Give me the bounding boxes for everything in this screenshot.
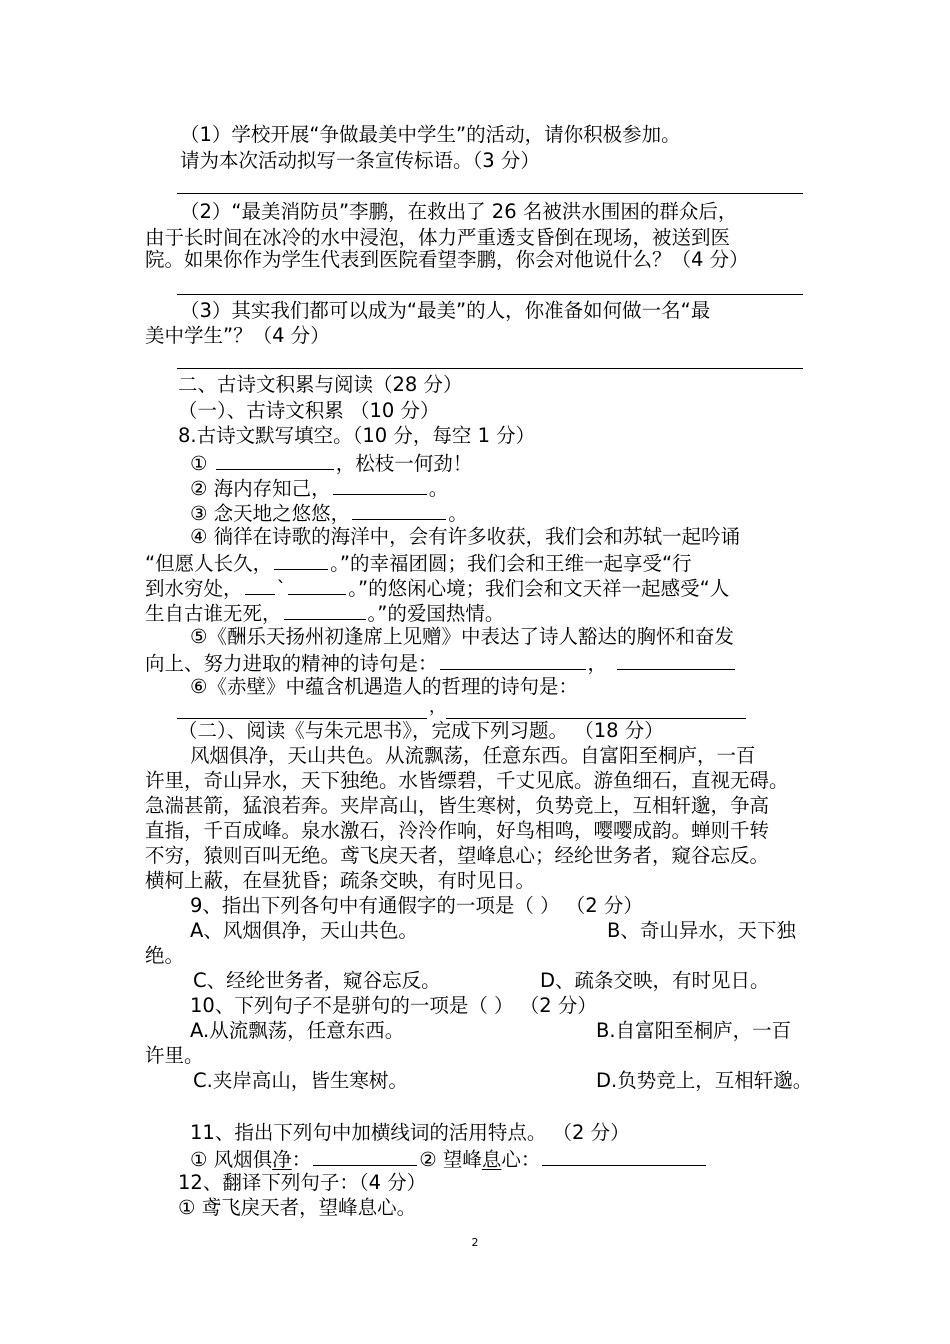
fill-item-5-line2: 向上、努力进取的精神的诗句是： ， bbox=[145, 649, 737, 675]
fill-blank[interactable] bbox=[284, 599, 366, 620]
q7-part2-line3: 院。如果你作为学生代表到医院看望李鹏，你会对他说什么？（4 分） bbox=[145, 248, 749, 271]
fill-blank[interactable] bbox=[352, 499, 446, 520]
fill-item-3: ③ 念天地之悠悠， 。 bbox=[190, 499, 468, 525]
answer-line[interactable] bbox=[177, 368, 803, 369]
passage-line: 风烟俱净，天山共色。从流飘荡，任意东西。自富阳至桐庐，一百 bbox=[190, 744, 756, 767]
fill-blank[interactable] bbox=[245, 574, 275, 595]
q7-part3-line2: 美中学生”？（4 分） bbox=[145, 324, 330, 347]
fill-item-4-line3: 到水穷处， ` 。”的悠闲心境；我们会和文天祥一起感受“人 bbox=[145, 574, 729, 600]
question-9-stem: 9、指出下列各句中有通假字的一项是（ ） （2 分） bbox=[190, 894, 643, 917]
section-title: 二、古诗文积累与阅读（28 分） bbox=[178, 373, 463, 396]
fill-blank[interactable] bbox=[333, 474, 427, 495]
passage-line: 不穷，猿则百叫无绝。鸢飞戾天者，望峰息心；经纶世务者，窥谷忘反。 bbox=[145, 844, 770, 867]
q7-part1-line1: （1）学校开展“争做最美中学生”的活动，请你积极参加。 bbox=[180, 123, 681, 146]
q12-sentence-1: ① 鸢飞戾天者，望峰息心。 bbox=[178, 1196, 417, 1219]
q10-option-a: A.从流飘荡，任意东西。 bbox=[190, 1019, 405, 1042]
subsection-title: （一）、古诗文积累 （10 分） bbox=[178, 399, 440, 422]
question-10-stem: 10、下列句子不是骈句的一项是（ ） （2 分） bbox=[190, 994, 597, 1017]
fill-item-4-line4: 生自古谁无死， 。”的爱国热情。 bbox=[145, 599, 504, 625]
passage-line: 直指，千百成峰。泉水激石，泠泠作响，好鸟相鸣，嘤嘤成韵。蝉则千转 bbox=[145, 819, 770, 842]
fill-item-2: ② 海内存知己， 。 bbox=[190, 474, 448, 500]
q7-part3-line1: （3）其实我们都可以成为“最美”的人，你准备如何做一名“最 bbox=[180, 299, 711, 322]
q10-option-b: B.自富阳至桐庐，一百 bbox=[596, 1019, 792, 1042]
fill-blank[interactable] bbox=[440, 649, 586, 670]
q7-part2-line2: 由于长时间在冰冷的水中浸泡，体力严重透支昏倒在现场，被送到医 bbox=[145, 226, 731, 249]
q7-part2-line1: （2）“最美消防员”李鹏，在救出了 26 名被洪水围困的群众后， bbox=[180, 200, 738, 223]
page-number: 2 bbox=[471, 1236, 479, 1249]
q11-answer-row: ① 风烟俱净： ② 望峰息心： bbox=[190, 1145, 708, 1171]
q9-option-d: D、疏条交映，有时见日。 bbox=[540, 969, 770, 992]
q10-option-d: D.负势竞上，互相轩邈。 bbox=[596, 1069, 813, 1092]
q10-option-c: C.夹岸高山，皆生寒树。 bbox=[193, 1069, 408, 1092]
q7-part1-line2: 请为本次活动拟写一条宣传标语。（3 分） bbox=[180, 149, 540, 172]
passage-line: 许里，奇山异水，天下独绝。水皆缥碧，千丈见底。游鱼细石，直视无碍。 bbox=[145, 769, 789, 792]
fill-blank[interactable] bbox=[542, 1145, 706, 1166]
q9-option-b-cont: 绝。 bbox=[145, 944, 185, 967]
answer-line[interactable] bbox=[177, 294, 803, 295]
answer-line[interactable] bbox=[177, 193, 803, 194]
q9-option-a: A、风烟俱净，天山共色。 bbox=[190, 919, 418, 942]
passage-line: 横柯上蔽，在昼犹昏；疏条交映，有时见日。 bbox=[145, 869, 536, 892]
question-12-stem: 12、翻译下列句子：（4 分） bbox=[178, 1171, 427, 1194]
fill-item-1: ① ，松枝一何劲！ bbox=[190, 449, 472, 475]
passage-line: 急湍甚箭，猛浪若奔。夹岸高山，皆生寒树，负势竞上，互相轩邈，争高 bbox=[145, 794, 770, 817]
fill-blank[interactable] bbox=[617, 649, 735, 670]
fill-blank[interactable] bbox=[274, 549, 328, 570]
q10-option-b-cont: 许里。 bbox=[145, 1044, 204, 1067]
fill-blank[interactable] bbox=[216, 449, 334, 470]
question-8-stem: 8.古诗文默写填空。（10 分，每空 1 分） bbox=[178, 424, 536, 447]
fill-item-5-line1: ⑤《酬乐天扬州初逢席上见赠》中表达了诗人豁达的胸怀和奋发 bbox=[190, 625, 734, 648]
question-11-stem: 11、指出下列句中加横线词的活用特点。 （2 分） bbox=[190, 1121, 630, 1144]
fill-blank[interactable] bbox=[288, 574, 346, 595]
fill-blank[interactable] bbox=[313, 1145, 417, 1166]
fill-item-6: ⑥《赤壁》中蕴含机遇造人的哲理的诗句是： bbox=[190, 675, 578, 698]
fill-item-4-line2: “但愿人长久， 。”的幸福团圆；我们会和王维一起享受“行 bbox=[145, 549, 692, 575]
q9-option-b: B、奇山异水，天下独 bbox=[607, 919, 796, 942]
fill-item-4-line1: ④ 徜徉在诗歌的海洋中，会有许多收获，我们会和苏轼一起吟诵 bbox=[190, 525, 741, 548]
comma-separator: ， bbox=[429, 697, 446, 717]
subsection-title-2: （二）、阅读《与朱元思书》，完成下列习题。 （18 分） bbox=[178, 719, 664, 742]
q9-option-c: C、经纶世务者，窥谷忘反。 bbox=[193, 969, 441, 992]
